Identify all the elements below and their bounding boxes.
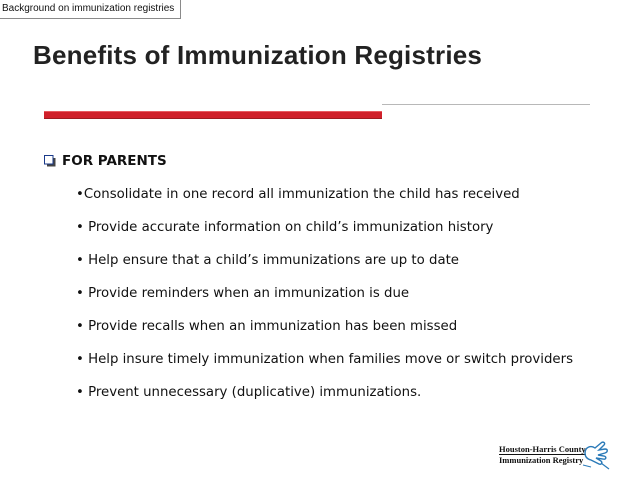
list-item: • Help insure timely immunization when families move or switch providers xyxy=(76,352,574,367)
list-item: • Provide recalls when an immunization has been missed xyxy=(76,319,458,334)
title-underline-rule xyxy=(382,104,590,105)
list-item: •Consolidate in one record all immunization the child has received xyxy=(76,187,520,202)
list-item: • Provide reminders when an immunization is due xyxy=(76,286,410,301)
registry-logo xyxy=(499,437,611,471)
title-underline-accent xyxy=(44,104,382,112)
section-heading xyxy=(44,152,167,170)
section-label: FOR PARENTS xyxy=(62,153,167,169)
list-item: • Help ensure that a child’s immunizations are up to date xyxy=(76,253,459,268)
slide-title: Benefits of Immunization Registries xyxy=(33,40,483,70)
section-header-tab: Background on immunization registries xyxy=(0,0,181,19)
checkbox-icon xyxy=(44,155,56,167)
list-item: • Prevent unnecessary (duplicative) immunizations. xyxy=(76,385,422,400)
logo-line-1: Houston-Harris County xyxy=(499,443,586,454)
list-item: • Provide accurate information on child’s immunization history xyxy=(76,220,494,235)
logo-text xyxy=(499,444,586,465)
logo-line-2: Immunization Registry xyxy=(499,454,584,465)
hand-syringe-icon xyxy=(581,437,611,471)
